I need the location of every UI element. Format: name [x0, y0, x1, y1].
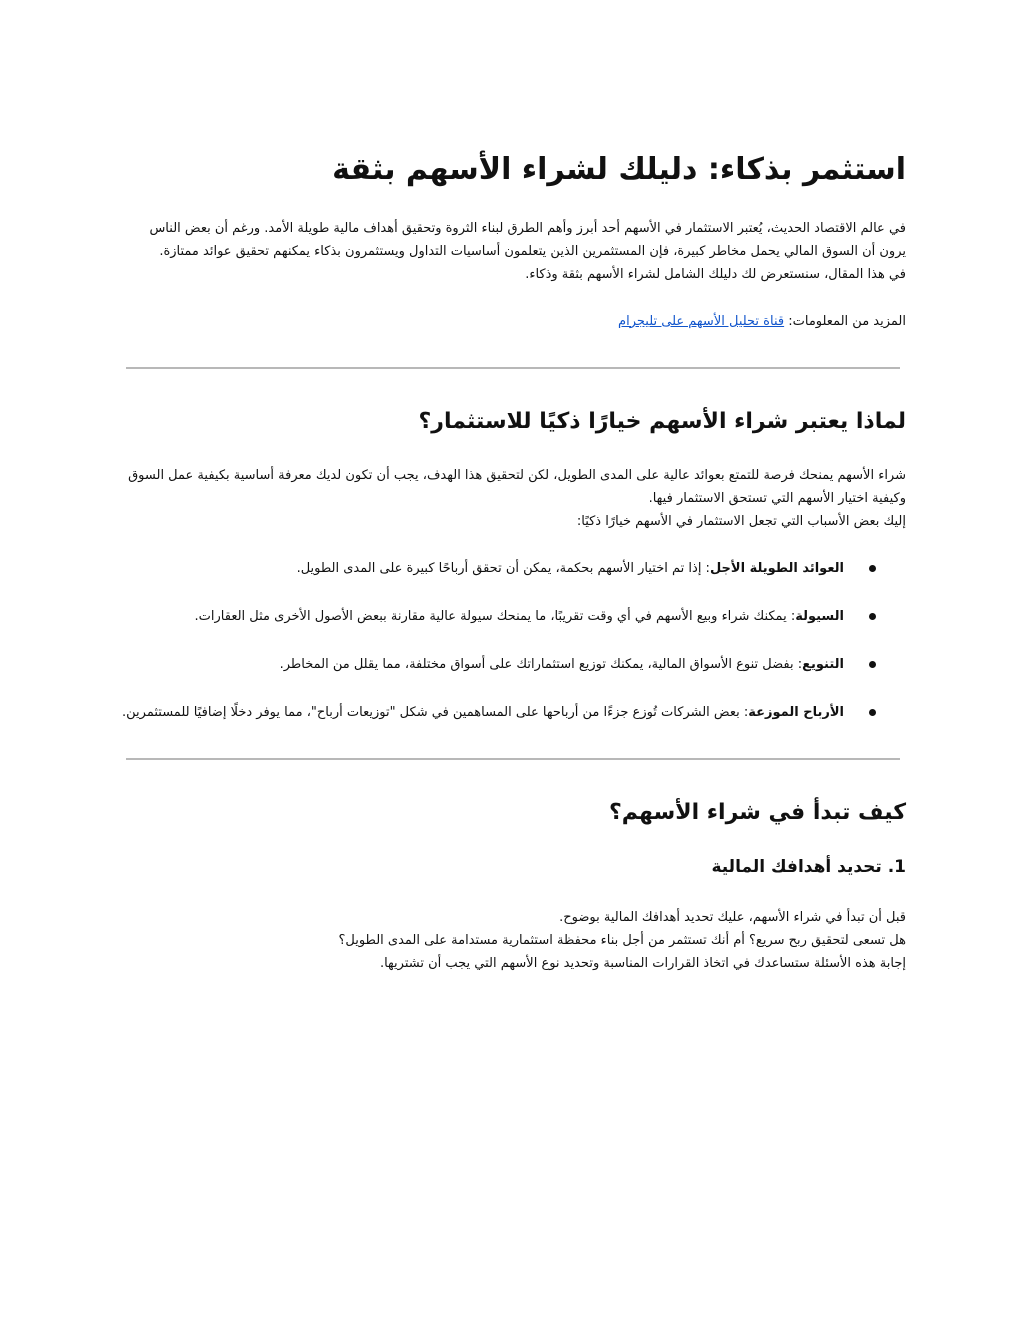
subheading-goals: 1. تحديد أهدافك المالية — [711, 856, 906, 877]
page-title: استثمر بذكاء: دليلك لشراء الأسهم بثقة — [332, 152, 906, 187]
bullet-icon — [869, 565, 876, 572]
document-page — [120, 150, 906, 975]
goals-line-1: قبل أن تبدأ في شراء الأسهم، عليك تحديد أهدافك المالية بوضوح. — [559, 909, 906, 925]
bullet-icon — [869, 613, 876, 620]
list-item-term: العوائد الطويلة الأجل — [709, 561, 844, 577]
list-item-term: السيولة — [795, 609, 844, 625]
list-item-text: : إذا تم اختيار الأسهم بحكمة، يمكن أن تحقق أرباحًا كبيرة على المدى الطويل. — [296, 561, 710, 577]
list-item-term: التنويع — [802, 657, 844, 673]
list-item — [120, 557, 906, 580]
list-item-term: الأرباح الموزعة — [748, 705, 844, 721]
more-info-label: المزيد من المعلومات: — [788, 313, 906, 329]
list-item — [120, 605, 906, 628]
section-divider — [126, 367, 900, 369]
section-divider — [126, 758, 900, 760]
goals-line-3: إجابة هذه الأسئلة ستساعدك في اتخاذ القرارات المناسبة وتحديد نوع الأسهم التي يجب أن تشتريها. — [379, 955, 906, 971]
bullet-icon — [869, 709, 876, 716]
section-heading-how: كيف تبدأ في شراء الأسهم؟ — [609, 800, 906, 826]
reasons-list — [120, 557, 906, 724]
why-reasons-intro: إليك بعض الأسباب التي تجعل الاستثمار في الأسهم خيارًا ذكيًا: — [576, 514, 906, 530]
list-item — [120, 653, 906, 676]
list-item-text: : بفضل تنوع الأسواق المالية، يمكنك توزيع استثماراتك على أسواق مختلفة، مما يقلل من المخاطر. — [279, 657, 803, 673]
intro-paragraph-2: في هذا المقال، سنستعرض لك دليلك الشامل لشراء الأسهم بثقة وذكاء. — [525, 266, 906, 282]
intro-paragraph: في عالم الاقتصاد الحديث، يُعتبر الاستثمار في الأسهم أحد أبرز وأهم الطرق لبناء الثروة وتحقيق أهداف مالية طويلة الأمد. ورغم أن بعض الناس يرون أن السوق المالي يحمل مخاطر كبيرة، فإن المستثمرين الذين يتعلمون أساسيات التداول ويستثمرون بذكاء يمكنهم تحقيق عوائد ممتازة. — [149, 220, 906, 259]
list-item — [120, 701, 906, 724]
spacer — [120, 286, 906, 310]
bullet-icon — [869, 661, 876, 668]
why-paragraph: شراء الأسهم يمنحك فرصة للتمتع بعوائد عالية على المدى الطويل، لكن لتحقيق هذا الهدف، يجب أن تكون لديك معرفة أساسية بكيفية عمل السوق وكيفية اختيار الأسهم التي تستحق الاستثمار فيها. — [128, 468, 906, 507]
section-heading-why: لماذا يعتبر شراء الأسهم خيارًا ذكيًا للاستثمار؟ — [418, 408, 906, 434]
list-item-text: : بعض الشركات تُوزع جزءًا من أرباحها على المساهمين في شكل "توزيعات أرباح"، مما يوفر دخلًا إضافيًا للمستثمرين. — [122, 705, 749, 721]
goals-line-2: هل تسعى لتحقيق ربح سريع؟ أم أنك تستثمر من أجل بناء محفظة استثمارية مستدامة على المدى الطويل؟ — [338, 932, 906, 948]
telegram-channel-link[interactable]: قناة تحليل الأسهم على تليجرام — [618, 313, 785, 329]
list-item-text: : يمكنك شراء وبيع الأسهم في أي وقت تقريبًا، ما يمنحك سيولة عالية مقارنة ببعض الأصول الأخرى مثل العقارات. — [194, 609, 796, 625]
more-info-line — [120, 310, 906, 333]
